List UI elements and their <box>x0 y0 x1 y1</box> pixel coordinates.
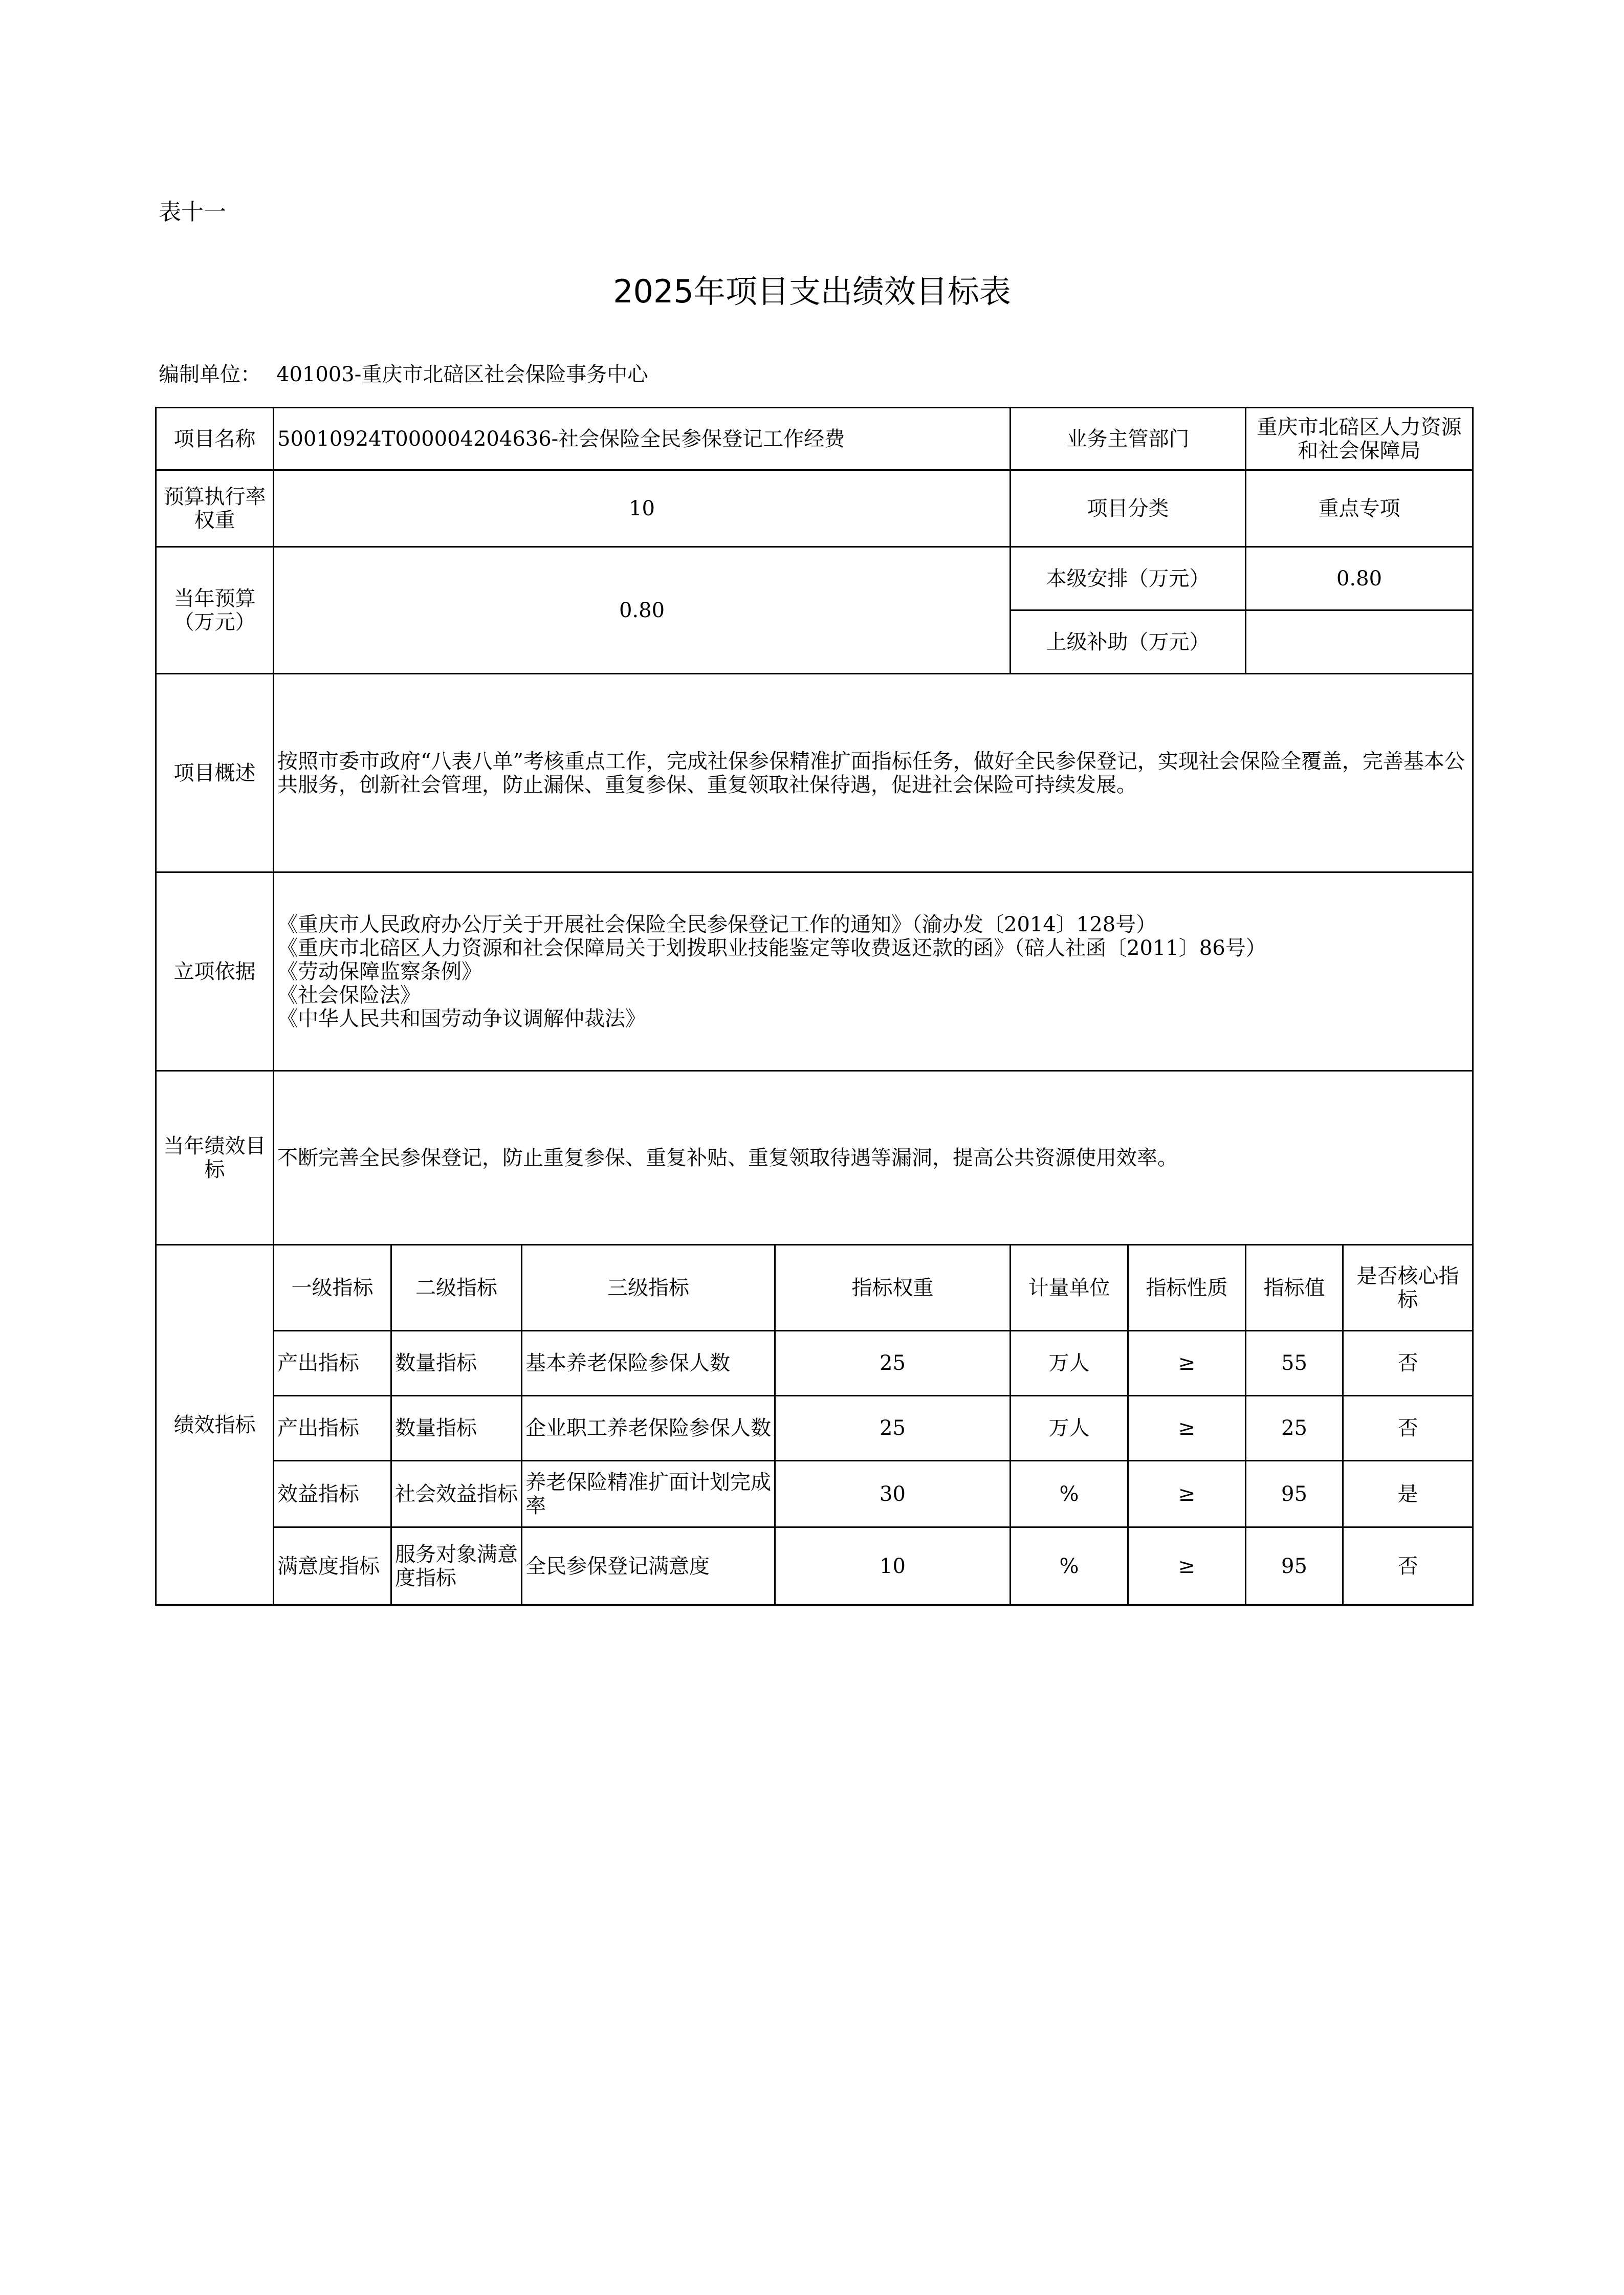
column-header: 三级指标 <box>522 1245 775 1331</box>
column-header: 一级指标 <box>274 1245 391 1331</box>
local-label: 本级安排（万元） <box>1011 547 1246 610</box>
goal-text: 不断完善全民参保登记，防止重复参保、重复补贴、重复领取待遇等漏洞，提高公共资源使用效率。 <box>274 1071 1473 1245</box>
weight-value: 10 <box>274 470 1011 547</box>
value-cell: 95 <box>1246 1527 1343 1605</box>
unit-label: 编制单位： <box>159 363 261 386</box>
column-header: 指标值 <box>1246 1245 1343 1331</box>
basis-line: 《社会保险法》 <box>277 983 421 1007</box>
column-header: 二级指标 <box>391 1245 522 1331</box>
performance-table <box>155 407 1474 1606</box>
nature-cell: ≥ <box>1128 1527 1246 1605</box>
project-name-value: 50010924T000004204636-社会保险全民参保登记工作经费 <box>274 408 1011 470</box>
overview-text: 按照市委市政府“八表八单”考核重点工作，完成社保参保精准扩面指标任务，做好全民参保登记，实现社会保险全覆盖，完善基本公共服务，创新社会管理，防止漏保、重复参保、重复领取社保待遇，促进社会保险可持续发展。 <box>274 674 1473 872</box>
unit-value: 401003-重庆市北碚区社会保险事务中心 <box>276 363 648 386</box>
basis-line: 《重庆市北碚区人力资源和社会保障局关于划拨职业技能鉴定等收费返还款的函》（碚人社函〔2011〕86号） <box>277 936 1266 960</box>
level2-cell: 服务对象满意度指标 <box>391 1527 522 1605</box>
core-cell: 否 <box>1343 1527 1473 1605</box>
core-cell: 否 <box>1343 1331 1473 1396</box>
basis-line: 《中华人民共和国劳动争议调解仲裁法》 <box>277 1007 646 1031</box>
basis-label: 立项依据 <box>156 872 274 1071</box>
value-cell: 95 <box>1246 1461 1343 1527</box>
column-header: 计量单位 <box>1011 1245 1128 1331</box>
category-value: 重点专项 <box>1246 470 1473 547</box>
budget-label: 当年预算（万元） <box>156 547 274 674</box>
level1-cell: 效益指标 <box>274 1461 391 1527</box>
table-row <box>156 1527 1473 1605</box>
unit-cell: 万人 <box>1011 1396 1128 1461</box>
level2-cell: 数量指标 <box>391 1396 522 1461</box>
level3-cell: 养老保险精准扩面计划完成率 <box>522 1461 775 1527</box>
core-cell: 是 <box>1343 1461 1473 1527</box>
unit-line <box>159 358 648 387</box>
value-cell: 25 <box>1246 1396 1343 1461</box>
page-title: 2025年项目支出绩效目标表 <box>613 273 1011 310</box>
level1-cell: 产出指标 <box>274 1396 391 1461</box>
weight-cell: 30 <box>775 1461 1011 1527</box>
weight-label: 预算执行率权重 <box>156 470 274 547</box>
level1-cell: 满意度指标 <box>274 1527 391 1605</box>
value-cell: 55 <box>1246 1331 1343 1396</box>
budget-value: 0.80 <box>274 547 1011 674</box>
level2-cell: 数量指标 <box>391 1331 522 1396</box>
local-value: 0.80 <box>1246 547 1473 610</box>
weight-cell: 10 <box>775 1527 1011 1605</box>
nature-cell: ≥ <box>1128 1461 1246 1527</box>
overview-label: 项目概述 <box>156 674 274 872</box>
basis-line: 《重庆市人民政府办公厅关于开展社会保险全民参保登记工作的通知》（渝办发〔2014〕128号） <box>277 912 1157 936</box>
goal-label: 当年绩效目标 <box>156 1071 274 1245</box>
unit-cell: 万人 <box>1011 1331 1128 1396</box>
nature-cell: ≥ <box>1128 1396 1246 1461</box>
level3-cell: 基本养老保险参保人数 <box>522 1331 775 1396</box>
level2-cell: 社会效益指标 <box>391 1461 522 1527</box>
dept-value: 重庆市北碚区人力资源和社会保障局 <box>1246 408 1473 470</box>
table-row <box>156 1396 1473 1461</box>
core-cell: 否 <box>1343 1396 1473 1461</box>
indicators-label: 绩效指标 <box>156 1245 274 1605</box>
nature-cell: ≥ <box>1128 1331 1246 1396</box>
weight-cell: 25 <box>775 1331 1011 1396</box>
column-header: 指标性质 <box>1128 1245 1246 1331</box>
column-header: 指标权重 <box>775 1245 1011 1331</box>
category-label: 项目分类 <box>1011 470 1246 547</box>
basis-text <box>274 872 1473 1071</box>
table-row <box>156 1461 1473 1527</box>
column-header: 是否核心指标 <box>1343 1245 1473 1331</box>
basis-line: 《劳动保障监察条例》 <box>277 959 482 983</box>
level3-cell: 企业职工养老保险参保人数 <box>522 1396 775 1461</box>
unit-cell: % <box>1011 1527 1128 1605</box>
weight-cell: 25 <box>775 1396 1011 1461</box>
dept-label: 业务主管部门 <box>1011 408 1246 470</box>
unit-cell: % <box>1011 1461 1128 1527</box>
page-label: 表十一 <box>159 199 226 225</box>
upper-label: 上级补助（万元） <box>1011 610 1246 674</box>
project-name-label: 项目名称 <box>156 408 274 470</box>
table-row <box>156 1331 1473 1396</box>
level1-cell: 产出指标 <box>274 1331 391 1396</box>
level3-cell: 全民参保登记满意度 <box>522 1527 775 1605</box>
upper-value <box>1246 610 1473 674</box>
